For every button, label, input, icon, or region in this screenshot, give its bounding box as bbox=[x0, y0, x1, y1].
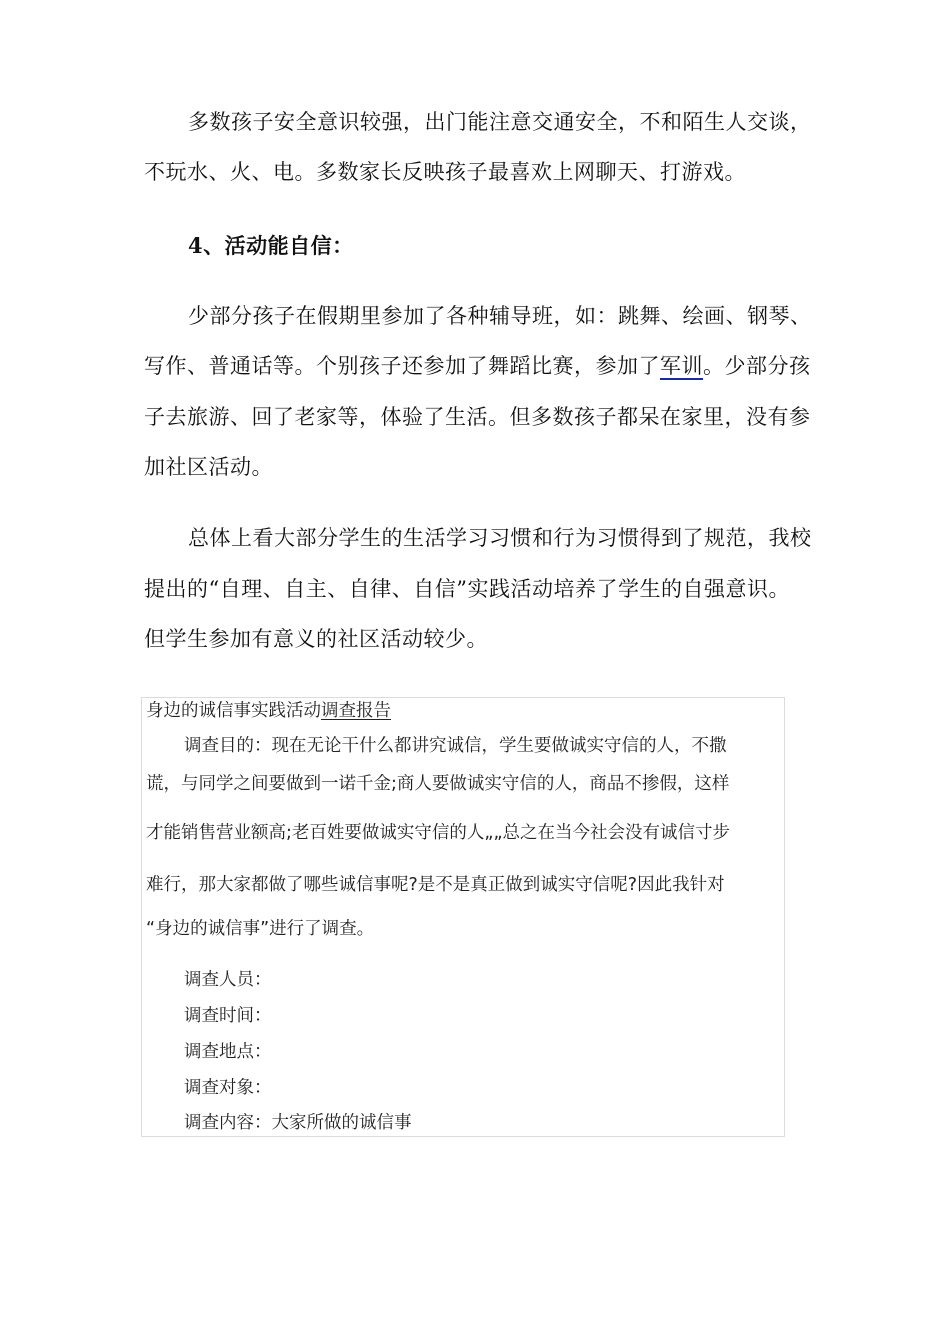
paragraph-summary-line-2: 提出的“自理、自主、自律、自信”实践活动培养了学生的自强意识。 bbox=[144, 577, 790, 601]
paragraph-safety-line-1: 多数孩子安全意识较强，出门能注意交通安全，不和陌生人交谈， bbox=[188, 110, 812, 134]
report-purpose-line-3: 才能销售营业额高;老百姓要做诚实守信的人„„总之在当今社会没有诚信寸步 bbox=[146, 823, 731, 843]
report-title-text: 身边的诚信事实践活动 bbox=[146, 701, 321, 721]
paragraph-safety-line-2: 不玩水、火、电。多数家长反映孩子最喜欢上网聊天、打游戏。 bbox=[144, 160, 746, 184]
report-box bbox=[141, 697, 785, 1137]
report-title-link[interactable]: 调查报告 bbox=[321, 701, 391, 721]
paragraph-activities-line-4: 加社区活动。 bbox=[144, 455, 273, 479]
paragraph-activities-line-2 bbox=[144, 352, 824, 380]
report-field-subject: 调查对象： bbox=[184, 1078, 272, 1098]
report-purpose-line-1: 调查目的：现在无论干什么都讲究诚信，学生要做诚实守信的人，不撒 bbox=[184, 736, 727, 756]
paragraph-summary-line-1: 总体上看大部分学生的生活学习习惯和行为习惯得到了规范，我校 bbox=[188, 526, 812, 550]
paragraph-activities-text-post: 。少部分孩 bbox=[703, 354, 811, 378]
report-purpose-line-2: 谎，与同学之间要做到一诺千金;商人要做诚实守信的人，商品不掺假，这样 bbox=[146, 774, 730, 794]
section-heading-4: 4、活动能自信： bbox=[188, 233, 354, 258]
report-field-time: 调查时间： bbox=[184, 1006, 272, 1026]
report-field-location: 调查地点： bbox=[184, 1042, 272, 1062]
report-field-personnel: 调查人员： bbox=[184, 970, 272, 990]
report-purpose-line-4: 难行，那大家都做了哪些诚信事呢?是不是真正做到诚实守信呢?因此我针对 bbox=[146, 875, 725, 895]
report-purpose-line-5: “身边的诚信事”进行了调查。 bbox=[146, 919, 375, 939]
report-title bbox=[146, 699, 782, 723]
paragraph-activities-line-1: 少部分孩子在假期里参加了各种辅导班，如：跳舞、绘画、钢琴、 bbox=[188, 304, 812, 328]
military-training-link[interactable]: 军训 bbox=[660, 354, 703, 378]
paragraph-activities-line-3: 子去旅游、回了老家等，体验了生活。但多数孩子都呆在家里，没有参 bbox=[144, 405, 811, 429]
report-field-content: 调查内容：大家所做的诚信事 bbox=[184, 1113, 412, 1133]
paragraph-summary-line-3: 但学生参加有意义的社区活动较少。 bbox=[144, 627, 488, 651]
paragraph-activities-text: 写作、普通话等。个别孩子还参加了舞蹈比赛，参加了 bbox=[144, 354, 660, 378]
